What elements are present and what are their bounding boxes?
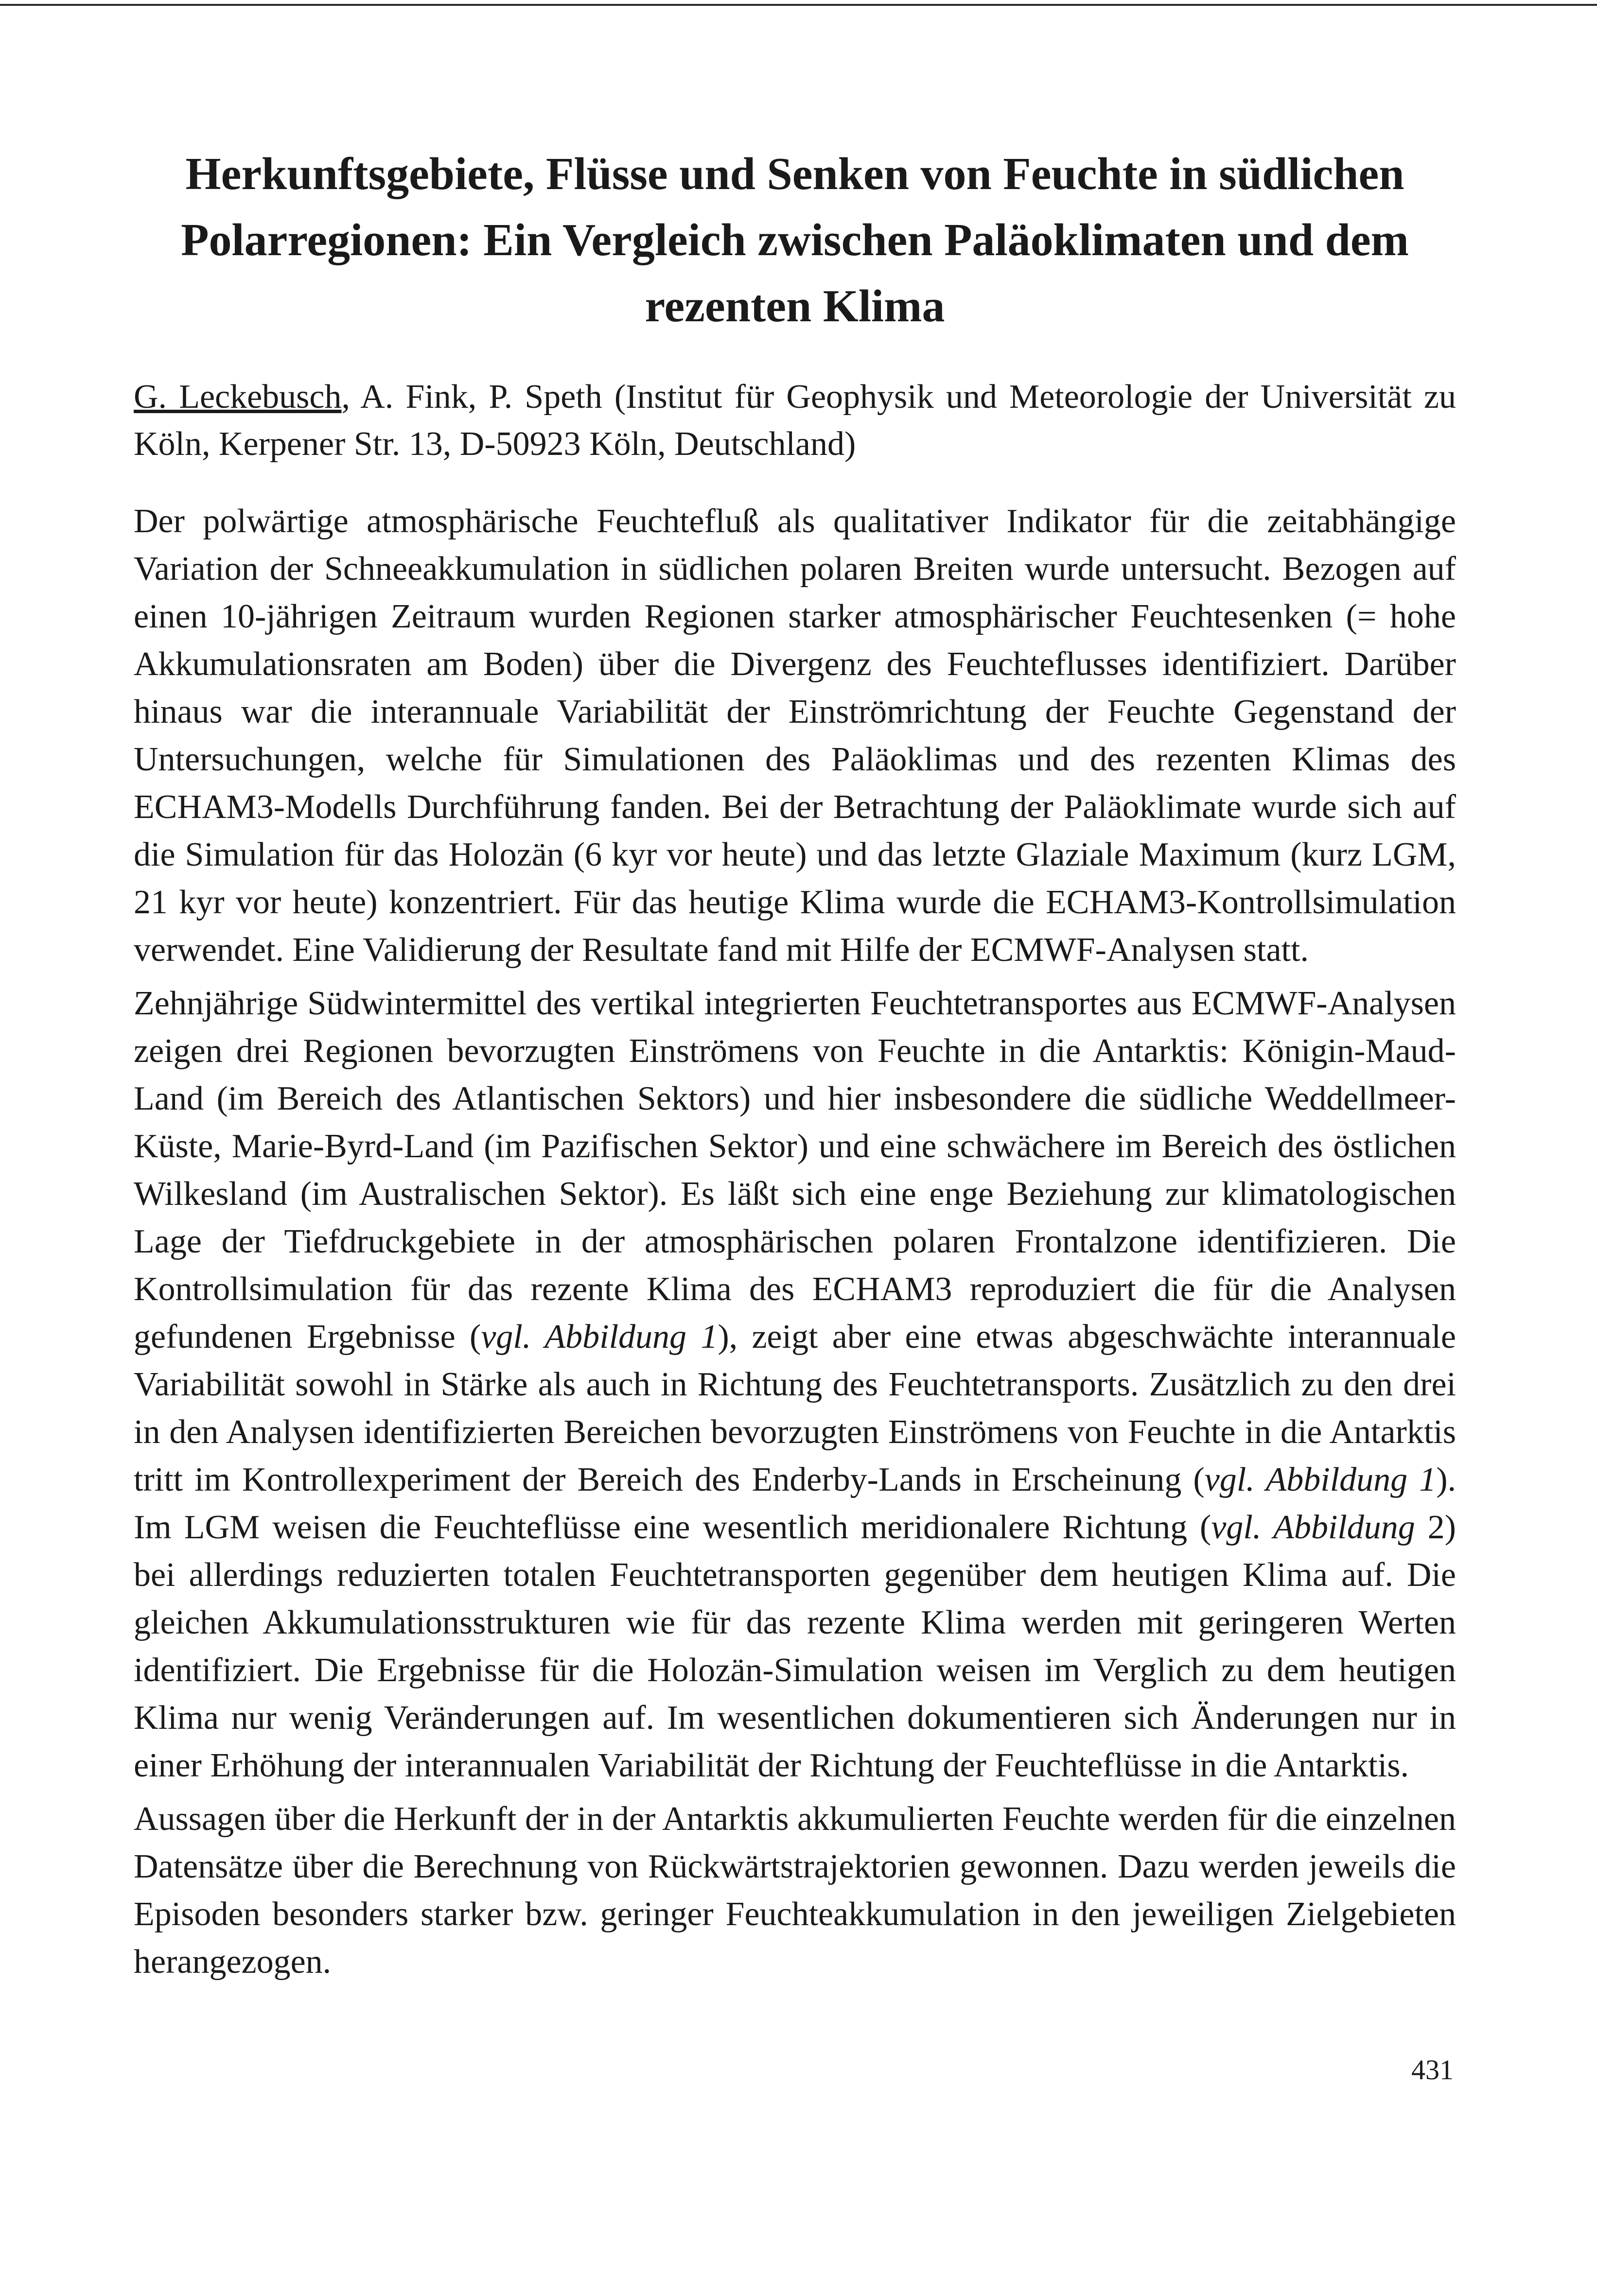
page-number: 431 [1411, 2054, 1454, 2086]
paragraph-2-text-a: Zehnjährige Südwintermittel des vertikal integrierten Feuchtetransportes aus ECMWF-Analysen zeigen drei Regionen bevorzugten Einströmens von Feuchte in die Antarktis: Königin-Maud-Land (im Bereich des Atlantischen Sektors) und hier insbesondere die südliche Weddellmeer-Küste, Marie-Byrd-Land (im Pazifischen Sektor) und eine schwächere im Bereich des östlichen Wilkesland (im Australischen Sektor). Es läßt sich eine enge Beziehung zur klimatologischen Lage der Tiefdruckgebiete in der atmosphärischen polaren Frontalzone identifizieren. Die Kontrollsimulation für das rezente Klima des ECHAM3 reproduziert die für die Analysen gefundenen Ergebnisse ( [134, 985, 1456, 1356]
figure-reference-3: vgl. Abbildung [1211, 1509, 1415, 1546]
lead-author: G. Leckebusch [134, 378, 342, 416]
author-list: , A. Fink, P. Speth (Institut für Geophysik und Meteorologie der Universität zu Köln, Kerpener Str. 13, D-50923 Köln, Deutschland) [134, 378, 1456, 463]
paragraph-2-text-c: ). Im LGM weisen die Feuchteflüsse eine wesentlich meridionalere Richtung ( [134, 1461, 1456, 1546]
abstract-paragraph-2 [134, 980, 1456, 1790]
figure-reference-1: vgl. Abbildung 1 [481, 1318, 718, 1356]
paper-page [134, 141, 1456, 1992]
abstract-paragraph-3: Aussagen über die Herkunft der in der Antarktis akkumulierten Feuchte werden für die einzelnen Datensätze über die Berechnung von Rückwärtstrajektorien gewonnen. Dazu werden jeweils die Episoden besonders starker bzw. geringer Feuchteakkumulation in den jeweiligen Zielgebieten herangezogen. [134, 1800, 1456, 1981]
figure-reference-2: vgl. Abbildung 1 [1204, 1461, 1437, 1498]
paragraph-2-text-b: ), zeigt aber eine etwas abgeschwächte interannuale Variabilität sowohl in Stärke als auch in Richtung des Feuchtetransports. Zusätzlich zu den drei in den Analysen identifizierten Bereichen bevorzugten Einströmens von Feuchte in die Antarktis tritt im Kontrollexperiment der Bereich des Enderby-Lands in Erscheinung ( [134, 1318, 1456, 1498]
paper-title: Herkunftsgebiete, Flüsse und Senken von Feuchte in südlichen Polarregionen: Ein Vergleich zwischen Paläoklimaten und dem rezenten Klima [181, 149, 1409, 331]
top-rule [0, 4, 1597, 6]
author-affiliation [134, 373, 1456, 468]
abstract-paragraph-1: Der polwärtige atmosphärische Feuchtefluß als qualitativer Indikator für die zeitabhängige Variation der Schneeakkumulation in südlichen polaren Breiten wurde untersucht. Bezogen auf einen 10-jährigen Zeitraum wurden Regionen starker atmosphärischer Feuchtesenken (= hohe Akkumulationsraten am Boden) über die Divergenz des Feuchteflusses identifiziert. Darüber hinaus war die interannuale Variabilität der Einströmrichtung der Feuchte Gegenstand der Untersuchungen, welche für Simulationen des Paläoklimas und des rezenten Klimas des ECHAM3-Modells Durchführung fanden. Bei der Betrachtung der Paläoklimate wurde sich auf die Simulation für das Holozän (6 kyr vor heute) und das letzte Glaziale Maximum (kurz LGM, 21 kyr vor heute) konzentriert. Für das heutige Klima wurde die ECHAM3-Kontrollsimulation verwendet. Eine Validierung der Resultate fand mit Hilfe der ECMWF-Analysen statt. [134, 503, 1456, 969]
paragraph-2-text-d: 2) bei allerdings reduzierten totalen Feuchtetransporten gegenüber dem heutigen Klima auf. Die gleichen Akkumulationsstrukturen wie für das rezente Klima werden mit geringeren Werten identifiziert. Die Ergebnisse für die Holozän-Simulation weisen im Verglich zu dem heutigen Klima nur wenig Veränderungen auf. Im wesentlichen dokumentieren sich Änderungen nur in einer Erhöhung der interannualen Variabilität der Richtung der Feuchteflüsse in die Antarktis. [134, 1509, 1456, 1784]
